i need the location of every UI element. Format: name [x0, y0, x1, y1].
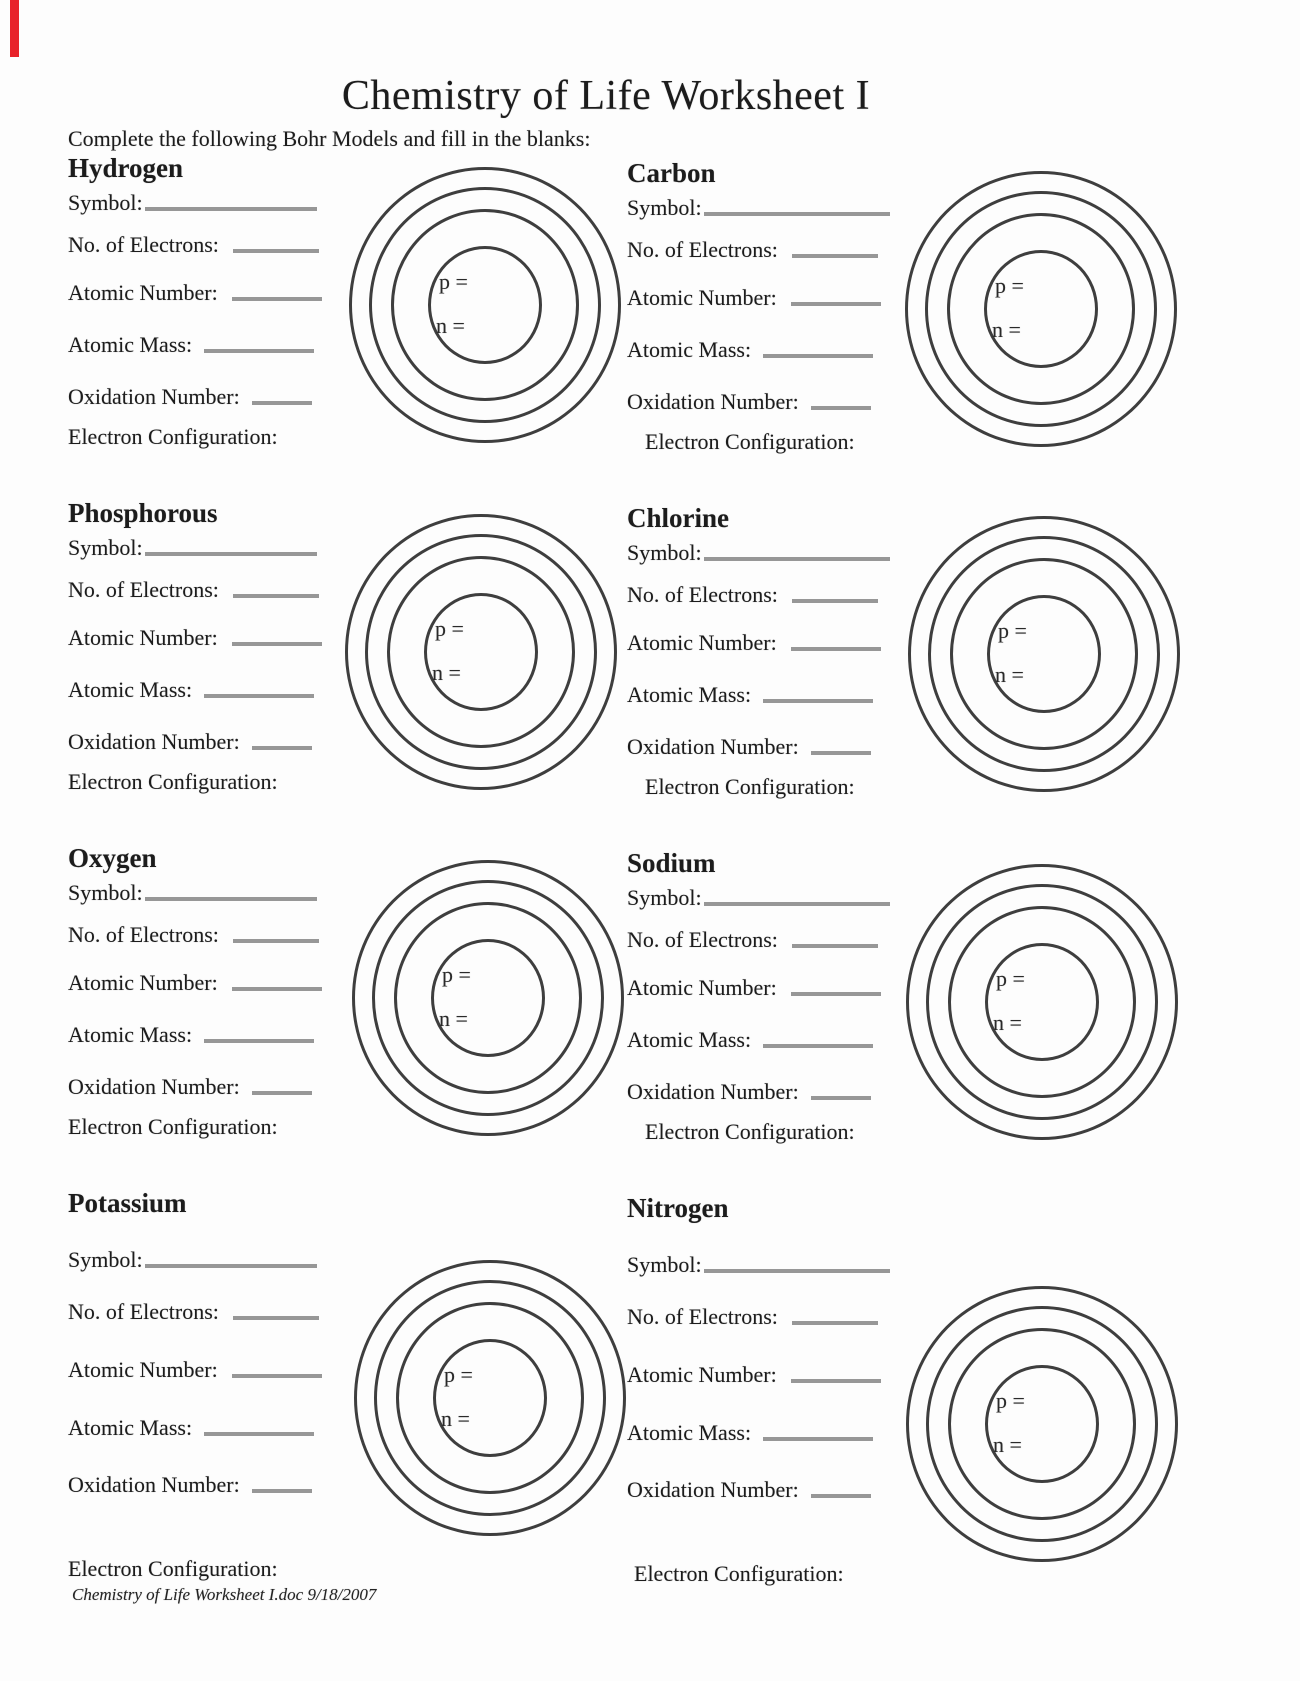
- element-name: Carbon: [627, 158, 716, 188]
- element-name: Nitrogen: [627, 1193, 729, 1223]
- symbol-blank-line: [145, 1264, 317, 1268]
- atomic-number-label: Atomic Number:: [68, 970, 218, 995]
- field-oxidation: [68, 1472, 312, 1498]
- oxidation-blank-line: [252, 1091, 312, 1095]
- proton-label: p =: [998, 618, 1027, 643]
- atomic-number-label: Atomic Number:: [627, 630, 777, 655]
- proton-label: p =: [439, 269, 468, 294]
- field-electrons: [627, 582, 878, 608]
- oxidation-label: Oxidation Number:: [627, 1477, 799, 1502]
- field-atomic-number: [68, 625, 322, 651]
- electrons-label: No. of Electrons:: [68, 232, 219, 257]
- atomic-mass-blank-line: [763, 1044, 873, 1048]
- econfig-label: Electron Configuration:: [645, 774, 855, 799]
- electrons-label: No. of Electrons:: [68, 1299, 219, 1324]
- field-atomic-mass: [627, 337, 873, 363]
- proton-label: p =: [995, 273, 1024, 298]
- field-oxidation: [627, 1079, 871, 1105]
- bohr-model-carbon: [905, 171, 1177, 447]
- symbol-blank-line: [704, 902, 890, 906]
- atomic-mass-label: Atomic Mass:: [68, 1415, 193, 1440]
- bohr-model-hydrogen: [349, 167, 621, 443]
- oxidation-label: Oxidation Number:: [68, 1472, 240, 1497]
- atomic-number-blank-line: [232, 297, 322, 301]
- nucleus-circle: [431, 939, 545, 1057]
- field-atomic-number: [627, 1362, 881, 1388]
- oxidation-blank-line: [811, 1096, 871, 1100]
- nucleus-circle: [984, 250, 1098, 368]
- field-atomic-number: [627, 975, 881, 1001]
- nucleus-circle: [985, 943, 1099, 1061]
- element-name: Potassium: [68, 1188, 187, 1218]
- field-oxidation: [68, 729, 312, 755]
- atomic-number-blank-line: [232, 1374, 322, 1378]
- electrons-blank-line: [233, 939, 319, 943]
- neutron-label: n =: [995, 662, 1024, 687]
- field-econfig: [627, 429, 855, 455]
- field-symbol: [627, 195, 890, 221]
- symbol-label: Symbol:: [627, 195, 702, 220]
- neutron-label: n =: [439, 1006, 468, 1031]
- symbol-label: Symbol:: [68, 1247, 143, 1272]
- econfig-label: Electron Configuration:: [68, 424, 278, 449]
- field-electrons: [627, 1304, 878, 1330]
- symbol-blank-line: [704, 1269, 890, 1273]
- atomic-number-label: Atomic Number:: [68, 1357, 218, 1382]
- nucleus-circle: [428, 246, 542, 364]
- nucleus-circle: [424, 593, 538, 711]
- electrons-blank-line: [233, 594, 319, 598]
- field-electrons: [68, 577, 319, 603]
- atomic-mass-blank-line: [763, 699, 873, 703]
- electrons-blank-line: [792, 254, 878, 258]
- symbol-blank-line: [145, 552, 317, 556]
- red-scan-mark: [10, 0, 19, 57]
- electrons-blank-line: [792, 1321, 878, 1325]
- field-symbol: [68, 190, 317, 216]
- neutron-label: n =: [436, 313, 465, 338]
- electrons-blank-line: [792, 944, 878, 948]
- field-oxidation: [627, 1477, 871, 1503]
- field-atomic-number: [68, 1357, 322, 1383]
- field-electrons: [627, 237, 878, 263]
- element-name: Sodium: [627, 848, 716, 878]
- proton-label: p =: [442, 962, 471, 987]
- neutron-label: n =: [432, 660, 461, 685]
- atomic-mass-blank-line: [204, 349, 314, 353]
- bohr-model-sodium: [906, 864, 1178, 1140]
- oxidation-blank-line: [811, 406, 871, 410]
- atomic-mass-label: Atomic Mass:: [627, 1420, 752, 1445]
- symbol-label: Symbol:: [68, 190, 143, 215]
- field-atomic-mass: [627, 1420, 873, 1446]
- instructions-text: Complete the following Bohr Models and fill in the blanks:: [68, 126, 591, 151]
- econfig-label: Electron Configuration:: [68, 1556, 278, 1581]
- atomic-mass-label: Atomic Mass:: [627, 337, 752, 362]
- proton-label: p =: [996, 966, 1025, 991]
- field-atomic-mass: [68, 332, 314, 358]
- atomic-number-label: Atomic Number:: [68, 625, 218, 650]
- atomic-mass-blank-line: [204, 1432, 314, 1436]
- field-econfig: [68, 424, 278, 450]
- electrons-label: No. of Electrons:: [627, 927, 778, 952]
- element-name: Phosphorous: [68, 498, 218, 528]
- oxidation-label: Oxidation Number:: [68, 384, 240, 409]
- econfig-label: Electron Configuration:: [645, 1119, 855, 1144]
- field-atomic-number: [627, 285, 881, 311]
- neutron-label: n =: [992, 317, 1021, 342]
- nucleus-circle: [987, 595, 1101, 713]
- atomic-number-label: Atomic Number:: [68, 280, 218, 305]
- field-electrons: [68, 922, 319, 948]
- neutron-label: n =: [441, 1406, 470, 1431]
- field-atomic-number: [68, 280, 322, 306]
- electrons-blank-line: [233, 249, 319, 253]
- field-atomic-mass: [68, 677, 314, 703]
- element-name: Oxygen: [68, 843, 157, 873]
- field-oxidation: [627, 389, 871, 415]
- field-econfig: [68, 1556, 278, 1582]
- field-atomic-mass: [627, 682, 873, 708]
- oxidation-blank-line: [252, 746, 312, 750]
- field-atomic-number: [68, 970, 322, 996]
- symbol-blank-line: [145, 897, 317, 901]
- bohr-model-oxygen: [352, 860, 624, 1136]
- electrons-label: No. of Electrons:: [627, 1304, 778, 1329]
- bohr-model-potassium: [354, 1260, 626, 1536]
- atomic-mass-label: Atomic Mass:: [68, 1022, 193, 1047]
- bohr-model-chlorine: [908, 516, 1180, 792]
- econfig-label: Electron Configuration:: [634, 1561, 844, 1586]
- electrons-label: No. of Electrons:: [68, 922, 219, 947]
- field-atomic-mass: [627, 1027, 873, 1053]
- atomic-mass-blank-line: [204, 694, 314, 698]
- atomic-number-blank-line: [232, 642, 322, 646]
- symbol-label: Symbol:: [627, 1252, 702, 1277]
- atomic-mass-blank-line: [204, 1039, 314, 1043]
- electrons-blank-line: [792, 599, 878, 603]
- oxidation-blank-line: [811, 751, 871, 755]
- atomic-number-blank-line: [791, 302, 881, 306]
- field-electrons: [627, 927, 878, 953]
- atomic-number-label: Atomic Number:: [627, 975, 777, 1000]
- oxidation-label: Oxidation Number:: [68, 1074, 240, 1099]
- field-symbol: [627, 540, 890, 566]
- atomic-number-blank-line: [791, 647, 881, 651]
- atomic-mass-blank-line: [763, 1437, 873, 1441]
- oxidation-label: Oxidation Number:: [627, 389, 799, 414]
- symbol-blank-line: [145, 207, 317, 211]
- electrons-label: No. of Electrons:: [68, 577, 219, 602]
- bohr-model-phosphorous: [345, 514, 617, 790]
- electrons-label: No. of Electrons:: [627, 582, 778, 607]
- oxidation-blank-line: [252, 1489, 312, 1493]
- proton-label: p =: [996, 1388, 1025, 1413]
- neutron-label: n =: [993, 1432, 1022, 1457]
- field-symbol: [627, 1252, 890, 1278]
- proton-label: p =: [444, 1362, 473, 1387]
- field-oxidation: [68, 384, 312, 410]
- econfig-label: Electron Configuration:: [68, 1114, 278, 1139]
- field-symbol: [627, 885, 890, 911]
- oxidation-label: Oxidation Number:: [627, 1079, 799, 1104]
- electrons-blank-line: [233, 1316, 319, 1320]
- atomic-mass-blank-line: [763, 354, 873, 358]
- bohr-model-nitrogen: [906, 1286, 1178, 1562]
- atomic-number-blank-line: [791, 1379, 881, 1383]
- atomic-mass-label: Atomic Mass:: [627, 1027, 752, 1052]
- oxidation-label: Oxidation Number:: [627, 734, 799, 759]
- econfig-label: Electron Configuration:: [68, 769, 278, 794]
- footer-note: Chemistry of Life Worksheet I.doc 9/18/2007: [72, 1585, 377, 1604]
- atomic-number-label: Atomic Number:: [627, 1362, 777, 1387]
- atomic-number-blank-line: [791, 992, 881, 996]
- field-econfig: [627, 1119, 855, 1145]
- field-atomic-number: [627, 630, 881, 656]
- symbol-label: Symbol:: [68, 880, 143, 905]
- nucleus-circle: [433, 1339, 547, 1457]
- symbol-blank-line: [704, 557, 890, 561]
- field-electrons: [68, 1299, 319, 1325]
- field-oxidation: [68, 1074, 312, 1100]
- atomic-mass-label: Atomic Mass:: [68, 332, 193, 357]
- oxidation-label: Oxidation Number:: [68, 729, 240, 754]
- neutron-label: n =: [993, 1010, 1022, 1035]
- oxidation-blank-line: [252, 401, 312, 405]
- oxidation-blank-line: [811, 1494, 871, 1498]
- page-title: Chemistry of Life Worksheet I: [341, 73, 871, 119]
- nucleus-circle: [985, 1365, 1099, 1483]
- atomic-number-blank-line: [232, 987, 322, 991]
- econfig-label: Electron Configuration:: [645, 429, 855, 454]
- field-symbol: [68, 535, 317, 561]
- field-econfig: [627, 1561, 844, 1587]
- element-name: Hydrogen: [68, 153, 184, 183]
- field-symbol: [68, 1247, 317, 1273]
- proton-label: p =: [435, 616, 464, 641]
- atomic-mass-label: Atomic Mass:: [627, 682, 752, 707]
- symbol-label: Symbol:: [68, 535, 143, 560]
- field-econfig: [627, 774, 855, 800]
- symbol-blank-line: [704, 212, 890, 216]
- field-econfig: [68, 1114, 278, 1140]
- electrons-label: No. of Electrons:: [627, 237, 778, 262]
- symbol-label: Symbol:: [627, 885, 702, 910]
- field-atomic-mass: [68, 1022, 314, 1048]
- field-econfig: [68, 769, 278, 795]
- atomic-mass-label: Atomic Mass:: [68, 677, 193, 702]
- element-name: Chlorine: [627, 503, 730, 533]
- field-atomic-mass: [68, 1415, 314, 1441]
- field-symbol: [68, 880, 317, 906]
- field-oxidation: [627, 734, 871, 760]
- atomic-number-label: Atomic Number:: [627, 285, 777, 310]
- field-electrons: [68, 232, 319, 258]
- symbol-label: Symbol:: [627, 540, 702, 565]
